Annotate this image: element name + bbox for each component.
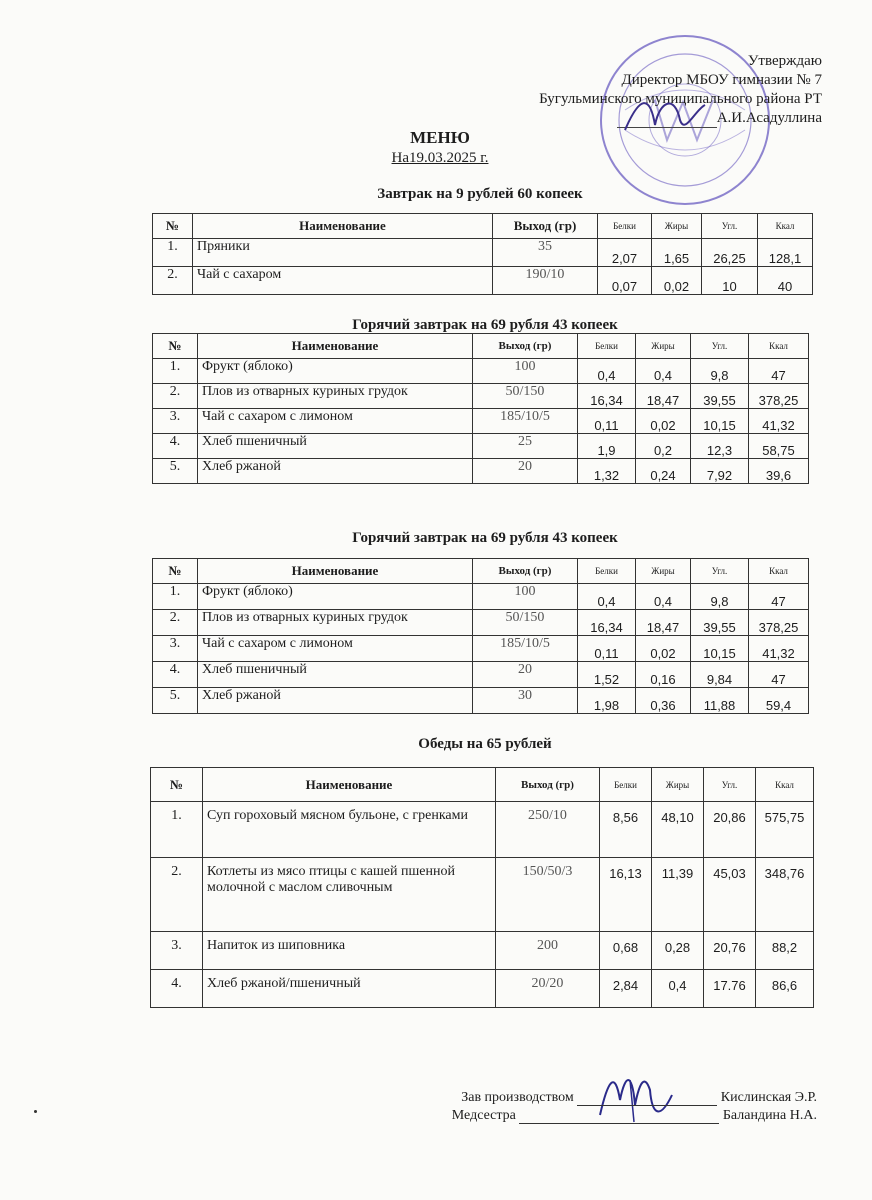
row-kcal: 378,25 [749, 610, 809, 636]
row-protein: 0,11 [578, 409, 636, 434]
row-name: Пряники [193, 239, 493, 267]
row-fat: 11,39 [652, 858, 704, 932]
table-row [153, 239, 813, 267]
table-row [153, 584, 809, 610]
row-carbs: 20,86 [704, 802, 756, 858]
footer-name-2: Баландина Н.А. [722, 1108, 817, 1123]
footer-signature-line-1 [577, 1091, 717, 1106]
row-num: 2. [153, 610, 198, 636]
col-num: № [153, 334, 198, 359]
table-header-row [153, 334, 809, 359]
row-protein: 2,07 [598, 239, 652, 267]
col-kcal: Ккал [749, 334, 809, 359]
row-protein: 0,68 [600, 932, 652, 970]
row-fat: 1,65 [652, 239, 702, 267]
row-protein: 0,4 [578, 584, 636, 610]
col-fat: Жиры [636, 559, 691, 584]
col-output: Выход (гр) [496, 768, 600, 802]
col-num: № [153, 559, 198, 584]
col-output: Выход (гр) [493, 214, 598, 239]
row-fat: 0,24 [636, 459, 691, 484]
row-fat: 0,02 [636, 409, 691, 434]
row-name: Чай с сахаром с лимоном [198, 409, 473, 434]
approval-line-1: Утверждаю [747, 53, 822, 69]
row-carbs: 10,15 [691, 409, 749, 434]
row-fat: 0,4 [636, 359, 691, 384]
table-caption-1: Завтрак на 9 рублей 60 копеек [377, 186, 583, 202]
row-kcal: 39,6 [749, 459, 809, 484]
col-carbs: Угл. [704, 768, 756, 802]
row-fat: 0,36 [636, 688, 691, 714]
row-protein: 16,34 [578, 610, 636, 636]
row-name: Хлеб пшеничный [198, 434, 473, 459]
row-output: 35 [493, 239, 598, 267]
col-carbs: Угл. [691, 334, 749, 359]
row-carbs: 39,55 [691, 384, 749, 409]
col-kcal: Ккал [749, 559, 809, 584]
row-output: 50/150 [473, 384, 578, 409]
col-num: № [153, 214, 193, 239]
row-carbs: 39,55 [691, 610, 749, 636]
row-kcal: 88,2 [756, 932, 814, 970]
director-signature [620, 90, 710, 140]
row-kcal: 41,32 [749, 409, 809, 434]
row-num: 3. [153, 409, 198, 434]
row-num: 4. [153, 434, 198, 459]
row-protein: 16,13 [600, 858, 652, 932]
col-output: Выход (гр) [473, 559, 578, 584]
table-row [153, 610, 809, 636]
col-protein: Белки [598, 214, 652, 239]
row-protein: 1,9 [578, 434, 636, 459]
footer-row-2 [452, 1108, 817, 1124]
row-name: Чай с сахаром [193, 267, 493, 295]
row-num: 1. [153, 359, 198, 384]
col-protein: Белки [578, 334, 636, 359]
row-num: 4. [151, 970, 203, 1008]
col-kcal: Ккал [758, 214, 813, 239]
row-fat: 0,28 [652, 932, 704, 970]
row-num: 2. [151, 858, 203, 932]
row-carbs: 26,25 [702, 239, 758, 267]
row-kcal: 47 [749, 584, 809, 610]
approval-line-2: Директор МБОУ гимназии № 7 [621, 72, 822, 88]
col-name: Наименование [198, 559, 473, 584]
col-carbs: Угл. [702, 214, 758, 239]
menu-table-2 [152, 333, 809, 484]
table-caption-3: Горячий завтрак на 69 рубля 43 копеек [352, 530, 618, 546]
col-kcal: Ккал [756, 768, 814, 802]
menu-table-4 [150, 767, 814, 1008]
row-kcal: 40 [758, 267, 813, 295]
row-name: Хлеб ржаной [198, 459, 473, 484]
row-protein: 1,98 [578, 688, 636, 714]
table-row [151, 802, 814, 858]
row-name: Плов из отварных куриных грудок [198, 610, 473, 636]
menu-table-3 [152, 558, 809, 714]
table-row [153, 459, 809, 484]
row-output: 20 [473, 459, 578, 484]
row-name: Котлеты из мясо птицы с кашей пшенной молочной с маслом сливочным [203, 858, 496, 932]
row-num: 2. [153, 267, 193, 295]
row-protein: 1,32 [578, 459, 636, 484]
col-protein: Белки [578, 559, 636, 584]
table-header-row [153, 559, 809, 584]
row-name: Хлеб ржаной/пшеничный [203, 970, 496, 1008]
row-num: 3. [153, 636, 198, 662]
table-row [153, 267, 813, 295]
row-num: 1. [151, 802, 203, 858]
footer-role-2: Медсестра [451, 1108, 516, 1123]
row-carbs: 9,8 [691, 359, 749, 384]
scan-speck [34, 1110, 37, 1113]
row-protein: 0,07 [598, 267, 652, 295]
row-kcal: 47 [749, 662, 809, 688]
row-name: Фрукт (яблоко) [198, 584, 473, 610]
col-protein: Белки [600, 768, 652, 802]
menu-table-1 [152, 213, 813, 295]
row-kcal: 47 [749, 359, 809, 384]
row-output: 100 [473, 584, 578, 610]
table-row [153, 688, 809, 714]
table-row [151, 858, 814, 932]
row-name: Чай с сахаром с лимоном [198, 636, 473, 662]
col-fat: Жиры [636, 334, 691, 359]
col-fat: Жиры [652, 214, 702, 239]
row-output: 190/10 [493, 267, 598, 295]
footer-name-1: Кислинская Э.Р. [720, 1090, 817, 1105]
row-output: 185/10/5 [473, 409, 578, 434]
col-name: Наименование [193, 214, 493, 239]
row-name: Хлеб пшеничный [198, 662, 473, 688]
table-row [153, 409, 809, 434]
row-carbs: 20,76 [704, 932, 756, 970]
footer-signature-line-2 [519, 1109, 719, 1124]
row-protein: 1,52 [578, 662, 636, 688]
row-kcal: 59,4 [749, 688, 809, 714]
row-carbs: 7,92 [691, 459, 749, 484]
row-name: Плов из отварных куриных грудок [198, 384, 473, 409]
row-name: Напиток из шиповника [203, 932, 496, 970]
page-title: МЕНЮ [410, 128, 470, 147]
table-header-row [151, 768, 814, 802]
row-fat: 0,16 [636, 662, 691, 688]
row-fat: 0,2 [636, 434, 691, 459]
row-kcal: 128,1 [758, 239, 813, 267]
row-num: 1. [153, 239, 193, 267]
row-num: 5. [153, 459, 198, 484]
row-output: 100 [473, 359, 578, 384]
row-num: 1. [153, 584, 198, 610]
footer-role-1: Зав производством [461, 1090, 574, 1105]
row-carbs: 9,84 [691, 662, 749, 688]
row-name: Хлеб ржаной [198, 688, 473, 714]
row-output: 50/150 [473, 610, 578, 636]
row-output: 250/10 [496, 802, 600, 858]
row-fat: 18,47 [636, 384, 691, 409]
row-num: 4. [153, 662, 198, 688]
table-header-row [153, 214, 813, 239]
row-output: 200 [496, 932, 600, 970]
col-fat: Жиры [652, 768, 704, 802]
row-carbs: 11,88 [691, 688, 749, 714]
row-carbs: 10 [702, 267, 758, 295]
col-carbs: Угл. [691, 559, 749, 584]
row-fat: 18,47 [636, 610, 691, 636]
approval-line-4: А.И.Асадуллина [716, 110, 822, 126]
table-row [153, 434, 809, 459]
footer-row-1 [461, 1090, 817, 1106]
row-carbs: 10,15 [691, 636, 749, 662]
row-carbs: 9,8 [691, 584, 749, 610]
table-row [153, 662, 809, 688]
row-carbs: 17.76 [704, 970, 756, 1008]
table-caption-2: Горячий завтрак на 69 рубля 43 копеек [352, 317, 618, 333]
row-output: 20 [473, 662, 578, 688]
table-caption-4: Обеды на 65 рублей [418, 736, 552, 752]
table-row [151, 932, 814, 970]
row-protein: 0,11 [578, 636, 636, 662]
row-protein: 8,56 [600, 802, 652, 858]
row-kcal: 378,25 [749, 384, 809, 409]
row-protein: 0,4 [578, 359, 636, 384]
table-row [151, 970, 814, 1008]
row-output: 185/10/5 [473, 636, 578, 662]
table-row [153, 359, 809, 384]
row-num: 5. [153, 688, 198, 714]
row-carbs: 45,03 [704, 858, 756, 932]
row-kcal: 348,76 [756, 858, 814, 932]
row-fat: 0,02 [652, 267, 702, 295]
col-num: № [151, 768, 203, 802]
col-name: Наименование [198, 334, 473, 359]
row-kcal: 41,32 [749, 636, 809, 662]
row-output: 150/50/3 [496, 858, 600, 932]
approval-line-3: Бугульминского муниципального района РТ [539, 91, 822, 107]
row-output: 30 [473, 688, 578, 714]
menu-date: На19.03.2025 г. [391, 150, 489, 166]
table-row [153, 636, 809, 662]
row-fat: 0,4 [636, 584, 691, 610]
row-kcal: 58,75 [749, 434, 809, 459]
row-carbs: 12,3 [691, 434, 749, 459]
row-protein: 16,34 [578, 384, 636, 409]
row-fat: 48,10 [652, 802, 704, 858]
row-output: 20/20 [496, 970, 600, 1008]
row-output: 25 [473, 434, 578, 459]
col-name: Наименование [203, 768, 496, 802]
row-num: 2. [153, 384, 198, 409]
row-name: Суп гороховый мясном бульоне, с гренками [203, 802, 496, 858]
row-kcal: 575,75 [756, 802, 814, 858]
row-kcal: 86,6 [756, 970, 814, 1008]
row-fat: 0,4 [652, 970, 704, 1008]
row-protein: 2,84 [600, 970, 652, 1008]
col-output: Выход (гр) [473, 334, 578, 359]
table-row [153, 384, 809, 409]
row-name: Фрукт (яблоко) [198, 359, 473, 384]
row-fat: 0,02 [636, 636, 691, 662]
row-num: 3. [151, 932, 203, 970]
